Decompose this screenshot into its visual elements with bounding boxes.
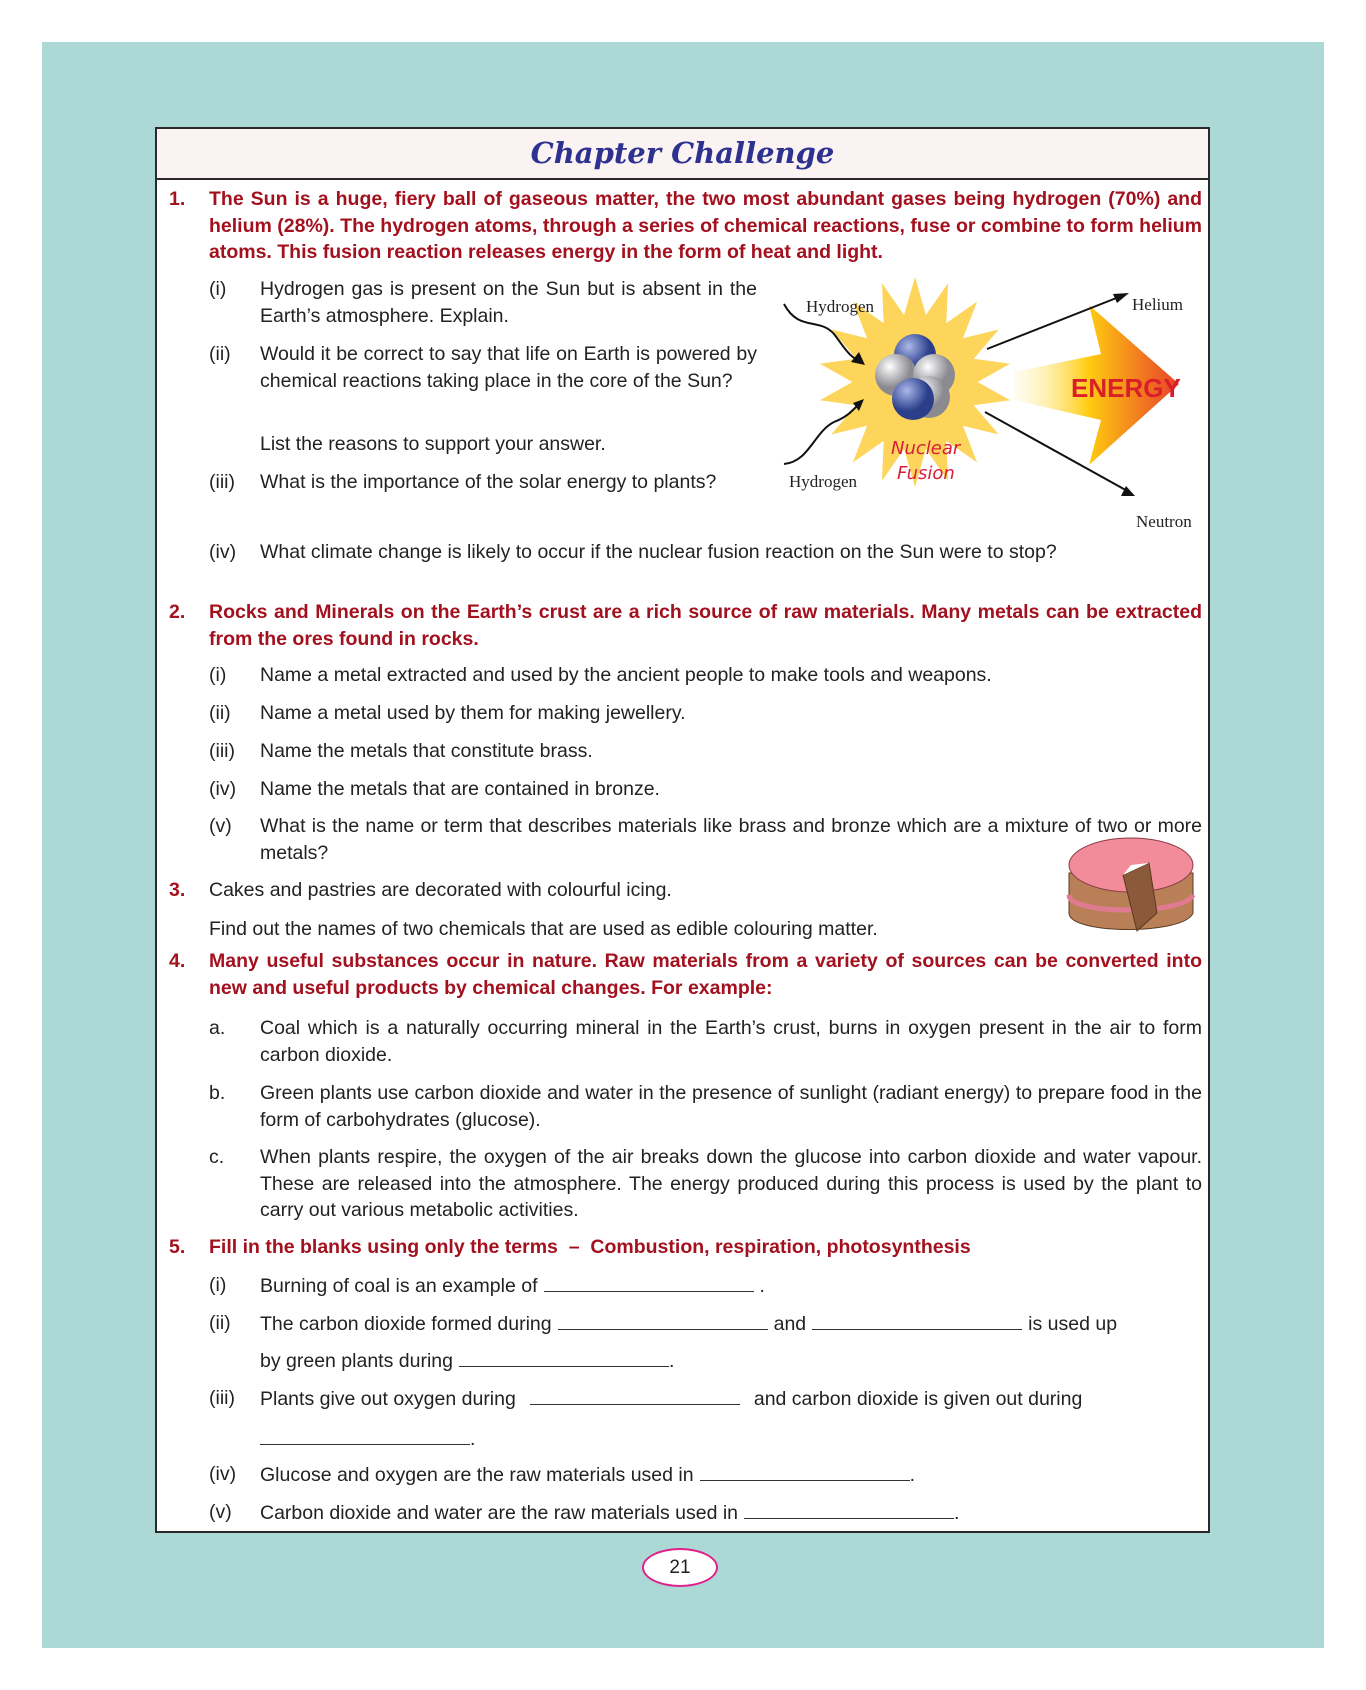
q2-v-text: What is the name or term that describes materials like brass and bronze which are a mixture of two or more metals? <box>260 815 1202 864</box>
q1-iv-text: What climate change is likely to occur if the nuclear fusion reaction on the Sun were to stop? <box>260 541 1057 563</box>
q1-number: 1. <box>169 188 186 210</box>
q5-ii-sentence <box>260 1310 1202 1338</box>
chapter-challenge-box <box>155 127 1210 1533</box>
q1-iii-label: (iii) <box>209 471 235 493</box>
text: The carbon dioxide formed during <box>260 1313 552 1335</box>
q5-iii-label: (iii) <box>209 1387 235 1409</box>
q2-iii-text: Name the metals that constitute brass. <box>260 740 593 762</box>
text: is used up <box>1028 1313 1118 1335</box>
q4-c-text: When plants respire, the oxygen of the air breaks down the glucose into carbon dioxide and water vapour. These are released into the atmosphere. The energy produced during this process is used by the plant to carry out various metabolic activities. <box>260 1146 1202 1221</box>
q5-v-label: (v) <box>209 1501 232 1523</box>
q1-ii-text: Would it be correct to say that life on Earth is powered by chemical reactions taking place in the core of the Sun? <box>260 343 757 392</box>
q2-iv-label: (iv) <box>209 778 237 800</box>
q5-iii-sentence <box>260 1385 1202 1413</box>
q5-iv-sentence <box>260 1461 1202 1489</box>
nuclear-label: Nuclear <box>891 438 961 459</box>
q5-iv-label: (iv) <box>209 1463 237 1485</box>
nuclear-fusion-diagram <box>779 272 1209 532</box>
q2-iv-text: Name the metals that are contained in bronze. <box>260 778 660 800</box>
blank[interactable] <box>558 1310 768 1330</box>
q5-ii-label: (ii) <box>209 1312 231 1334</box>
text: and <box>773 1313 807 1335</box>
energy-label: ENERGY <box>1071 373 1181 403</box>
header-band <box>157 129 1208 180</box>
helium-label: Helium <box>1132 295 1183 314</box>
q5-iii-sentence-cont <box>260 1425 1202 1453</box>
q1-iv-label: (iv) <box>209 541 237 563</box>
q2-i-text: Name a metal extracted and used by the ancient people to make tools and weapons. <box>260 664 992 686</box>
q3-number: 3. <box>169 879 186 901</box>
q2-text: Rocks and Minerals on the Earth’s crust are a rich source of raw materials. Many metals can be extracted from the ores found in rocks. <box>209 601 1202 650</box>
text: Carbon dioxide and water are the raw materials used in <box>260 1502 739 1524</box>
q2-number: 2. <box>169 601 186 623</box>
q2-ii-label: (ii) <box>209 702 231 724</box>
page-number: 21 <box>642 1548 718 1587</box>
q1-ii-extra: List the reasons to support your answer. <box>260 433 606 455</box>
q1-iii-text: What is the importance of the solar energy to plants? <box>260 471 717 493</box>
q4-b-label: b. <box>209 1082 226 1104</box>
blank[interactable] <box>530 1385 740 1405</box>
text: . <box>759 1275 765 1297</box>
hydrogen-label-bottom: Hydrogen <box>789 472 857 491</box>
blank[interactable] <box>744 1499 954 1519</box>
q5-i-label: (i) <box>209 1274 227 1296</box>
q3-text2: Find out the names of two chemicals that are used as edible colouring matter. <box>209 918 878 940</box>
q5-number: 5. <box>169 1236 186 1258</box>
text: by green plants during <box>260 1350 453 1372</box>
blank[interactable] <box>812 1310 1022 1330</box>
q4-c-label: c. <box>209 1146 225 1168</box>
fusion-label: Fusion <box>897 463 955 484</box>
q1-text: The Sun is a huge, fiery ball of gaseous matter, the two most abundant gases being hydrogen (70%) and helium (28%). The hydrogen atoms, through a series of chemical reactions, fuse or combine to form helium atoms. This fusion reaction releases energy in the form of heat and light. <box>209 188 1202 263</box>
text: Glucose and oxygen are the raw materials used in <box>260 1464 694 1486</box>
blank[interactable] <box>700 1461 910 1481</box>
text: and carbon dioxide is given out during <box>753 1388 1083 1410</box>
blank[interactable] <box>459 1347 669 1367</box>
q4-number: 4. <box>169 950 186 972</box>
text: . <box>470 1428 476 1450</box>
q2-i-label: (i) <box>209 664 227 686</box>
q4-a-text: Coal which is a naturally occurring mineral in the Earth’s crust, burns in oxygen present in the air to form carbon dioxide. <box>260 1017 1202 1066</box>
q5-v-sentence <box>260 1499 1202 1527</box>
page-title: Chapter Challenge <box>530 136 835 170</box>
text: . <box>954 1502 960 1524</box>
q1-i-text: Hydrogen gas is present on the Sun but is absent in the Earth’s atmosphere. Explain. <box>260 278 757 327</box>
neutron-label: Neutron <box>1136 512 1192 531</box>
q5-text: Fill in the blanks using only the terms – Combustion, respiration, photosynthesis <box>209 1236 971 1258</box>
text: . <box>668 1350 675 1372</box>
cake-illustration <box>1065 835 1197 945</box>
blank[interactable] <box>544 1272 754 1292</box>
q4-text: Many useful substances occur in nature. Raw materials from a variety of sources can be converted into new and useful products by chemical changes. For example: <box>209 950 1202 999</box>
text: Plants give out oxygen during <box>260 1388 516 1410</box>
text: . <box>909 1464 915 1486</box>
text: Burning of coal is an example of <box>260 1275 538 1297</box>
q2-v-label: (v) <box>209 815 232 837</box>
q5-ii-sentence-cont <box>260 1347 1202 1375</box>
q4-a-label: a. <box>209 1017 226 1039</box>
q2-iii-label: (iii) <box>209 740 235 762</box>
atom-nucleus-icon <box>892 378 934 420</box>
q1-ii-label: (ii) <box>209 343 231 365</box>
q3-text: Cakes and pastries are decorated with colourful icing. <box>209 879 672 901</box>
q1-i-label: (i) <box>209 278 227 300</box>
q5-i-sentence <box>260 1272 1202 1300</box>
blank[interactable] <box>260 1425 470 1445</box>
q2-ii-text: Name a metal used by them for making jewellery. <box>260 702 686 724</box>
hydrogen-label-top: Hydrogen <box>806 297 874 316</box>
q4-b-text: Green plants use carbon dioxide and water in the presence of sunlight (radiant energy) to prepare food in the form of carbohydrates (glucose). <box>260 1082 1202 1131</box>
